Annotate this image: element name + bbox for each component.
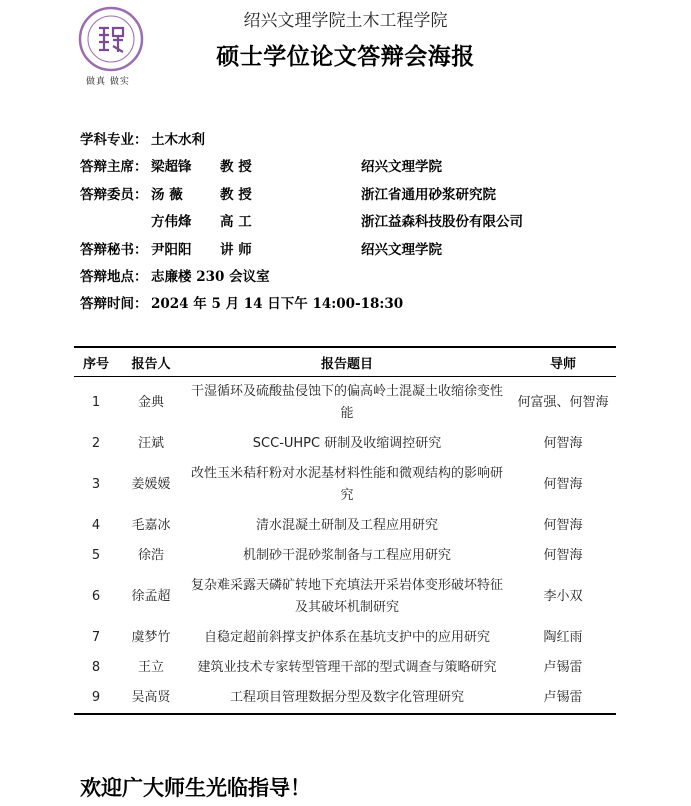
- report-topic: 建筑业技术专家转型管理干部的型式调查与策略研究: [197, 660, 497, 675]
- member-row: [80, 212, 640, 239]
- secretary-label: 答辩秘书：: [80, 241, 148, 258]
- time-row: [80, 294, 640, 321]
- chair-label: 答辩主席：: [80, 159, 148, 176]
- table-row: [74, 623, 616, 653]
- secretary-org: 绍兴文理学院: [361, 241, 442, 258]
- table-row: [74, 653, 616, 683]
- report-topic: 自稳定超前斜撑支护体系在基坑支护中的应用研究: [203, 630, 490, 645]
- table-row: [74, 377, 616, 430]
- column-header: 报告人: [131, 356, 171, 372]
- reporter-name: 金典: [137, 395, 164, 410]
- report-topic: 清水混凝土研制及工程应用研究: [255, 518, 438, 533]
- secretary-row: [80, 240, 640, 267]
- members-label: 答辩委员：: [80, 186, 148, 203]
- member-name: 方伟烽: [151, 214, 192, 231]
- chair-title: 教 授: [220, 159, 252, 176]
- row-number: 6: [91, 589, 101, 604]
- time-value: 2024 年 5 月 14 日下午 14:00-18:30: [151, 296, 404, 313]
- table-row: [74, 683, 616, 714]
- table-header-row: [74, 347, 616, 377]
- chair-name: 梁超锋: [151, 159, 192, 176]
- secretary-name: 尹阳阳: [151, 241, 192, 258]
- row-number: 2: [91, 436, 101, 451]
- advisor-name: 何智海: [543, 548, 583, 563]
- report-topic: 工程项目管理数据分型及数字化管理研究: [229, 690, 464, 705]
- time-label: 答辩时间：: [80, 296, 148, 313]
- row-number: 4: [91, 518, 101, 533]
- reporter-name: 徐孟超: [131, 589, 171, 604]
- reporter-name: 姜媛媛: [131, 477, 171, 492]
- reporter-name: 吴高贤: [131, 690, 171, 705]
- member-title: 教 授: [220, 186, 252, 203]
- reporter-name: 汪斌: [137, 436, 164, 451]
- college-name: 绍兴文理学院土木工程学院: [243, 11, 448, 31]
- row-number: 5: [91, 548, 101, 563]
- secretary-title: 讲 师: [220, 241, 252, 258]
- location-value: 志廉楼 230 会议室: [151, 268, 270, 285]
- member-org: 浙江益森科技股份有限公司: [361, 214, 523, 231]
- row-number: 7: [91, 630, 101, 645]
- advisor-name: 何智海: [543, 436, 583, 451]
- advisor-name: 卢锡雷: [543, 690, 583, 705]
- reporter-name: 徐浩: [137, 548, 164, 563]
- column-header: 序号: [82, 356, 109, 372]
- row-number: 9: [91, 690, 101, 705]
- member-name: 汤 薇: [151, 186, 183, 203]
- row-number: 3: [91, 477, 101, 492]
- table-row: [74, 571, 616, 623]
- report-topic: 干湿循环及硫酸盐侵蚀下的偏高岭土混凝土收缩徐变性能: [190, 384, 503, 421]
- defense-info: [80, 130, 640, 322]
- reporter-name: 王立: [137, 660, 164, 675]
- report-topic: 机制砂干混砂浆制备与工程应用研究: [242, 548, 451, 563]
- table-row: [74, 429, 616, 459]
- row-number: 1: [91, 395, 101, 410]
- location-label: 答辩地点：: [80, 268, 148, 285]
- member-org: 浙江省通用砂浆研究院: [361, 186, 496, 203]
- chair-row: [80, 157, 640, 184]
- report-topic: 改性玉米秸秆粉对水泥基材料性能和微观结构的影响研究: [190, 466, 503, 503]
- reporter-name: 虞梦竹: [131, 630, 171, 645]
- member-title: 高 工: [220, 214, 252, 231]
- location-row: [80, 267, 640, 294]
- advisor-name: 李小双: [543, 589, 583, 604]
- report-topic: 复杂难采露天磷矿转地下充填法开采岩体变形破坏特征及其破坏机制研究: [190, 578, 503, 615]
- reporter-name: 毛嘉冰: [131, 518, 171, 533]
- column-header: 导师: [549, 356, 576, 372]
- closing-message: 欢迎广大师生光临指导！: [80, 776, 311, 800]
- poster-title: 硕士学位论文答辩会海报: [216, 43, 475, 70]
- advisor-name: 何智海: [543, 477, 583, 492]
- major-label: 学科专业：: [80, 132, 148, 148]
- advisor-name: 何富强、何智海: [517, 395, 609, 410]
- chair-org: 绍兴文理学院: [361, 159, 442, 176]
- schedule-table: [74, 346, 616, 715]
- school-motto: 做真 做实: [86, 77, 130, 87]
- report-topic: SCC-UHPC 研制及收缩调控研究: [252, 436, 442, 451]
- major-row: [80, 130, 640, 157]
- advisor-name: 陶红雨: [543, 630, 583, 645]
- row-number: 8: [91, 660, 101, 675]
- member-row: [80, 185, 640, 212]
- column-header: 报告题目: [320, 356, 373, 372]
- table-row: [74, 511, 616, 541]
- table-row: [74, 459, 616, 511]
- table-row: [74, 541, 616, 571]
- major-value: 土木水利: [151, 132, 205, 148]
- advisor-name: 何智海: [543, 518, 583, 533]
- advisor-name: 卢锡雷: [543, 660, 583, 675]
